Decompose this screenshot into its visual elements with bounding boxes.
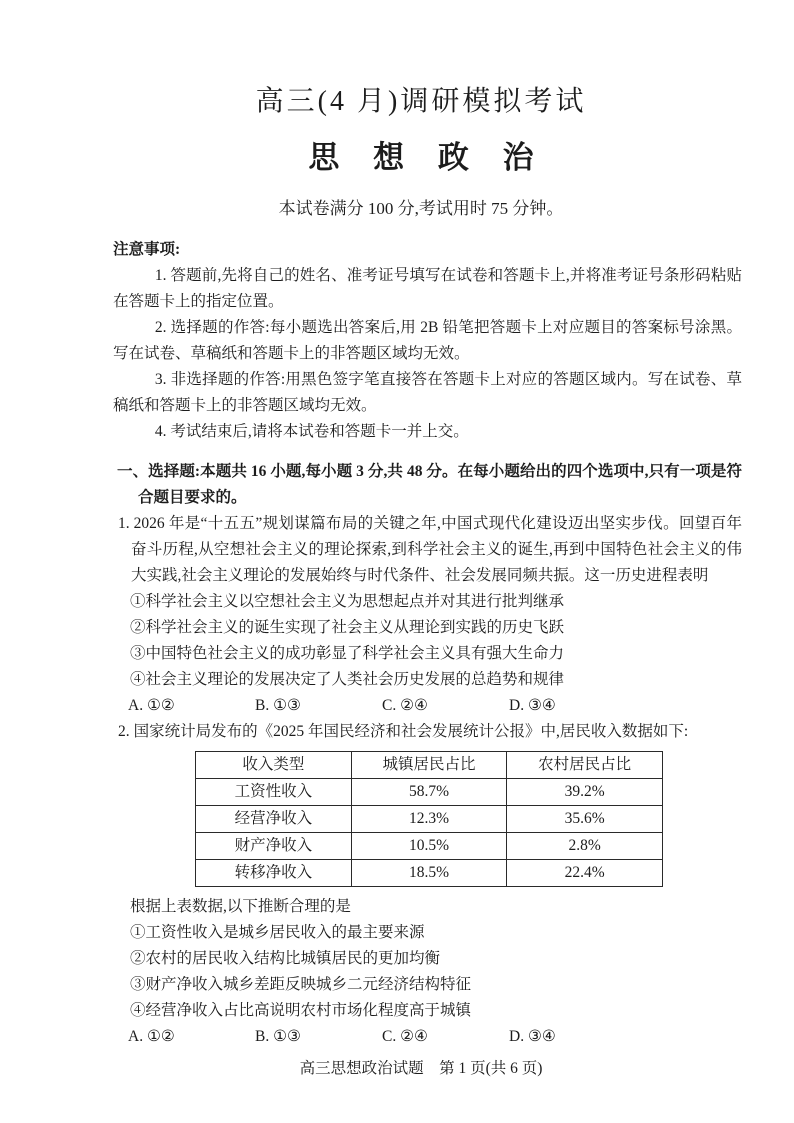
table-row <box>196 860 663 887</box>
table-header-cell: 收入类型 <box>196 752 352 779</box>
question-number: 1. <box>118 515 130 532</box>
option-statement: ③中国特色社会主义的成功彰显了科学社会主义具有强大生命力 <box>130 645 565 662</box>
option-statement: ③财产净收入城乡差距反映城乡二元经济结构特征 <box>130 976 472 993</box>
choice-c: C. ②④ <box>382 1028 428 1045</box>
table-cell: 经营净收入 <box>196 806 352 833</box>
table-header-row <box>196 752 663 779</box>
table-cell: 10.5% <box>351 833 507 860</box>
option-statement: ②科学社会主义的诞生实现了社会主义从理论到实践的历史飞跃 <box>130 619 565 636</box>
choice-b: B. ①③ <box>255 697 301 714</box>
notice-item-1: 1. 答题前,先将自己的姓名、准考证号填写在试卷和答题卡上,并将准考证号条形码粘贴在答题卡上的指定位置。 <box>113 267 742 310</box>
table-cell: 39.2% <box>507 779 663 806</box>
option-statement: ④社会主义理论的发展决定了人类社会历史发展的总趋势和规律 <box>130 671 565 688</box>
question-stem <box>118 719 742 745</box>
table-row <box>196 806 663 833</box>
notice-heading: 注意事项: <box>113 241 181 258</box>
page-footer: 高三思想政治试题 第 1 页(共 6 页) <box>299 1060 543 1077</box>
notice-item-3: 3. 非选择题的作答:用黑色签字笔直接答在答题卡上对应的答题区域内。写在试卷、草稿纸和答题卡上的非答题区域均无效。 <box>113 371 742 414</box>
income-data-table <box>195 751 663 887</box>
subject-title: 思 想 政 治 <box>308 140 547 175</box>
question-stem-text: 国家统计局发布的《2025 年国民经济和社会发展统计公报》中,居民收入数据如下: <box>133 723 689 740</box>
table-cell: 转移净收入 <box>196 860 352 887</box>
exam-info: 本试卷满分 100 分,考试用时 75 分钟。 <box>278 199 564 218</box>
option-statement: ②农村的居民收入结构比城镇居民的更加均衡 <box>130 950 441 967</box>
choice-d: D. ③④ <box>509 1028 556 1045</box>
question-number: 2. <box>118 723 130 740</box>
notice-item-4: 4. 考试结束后,请将本试卷和答题卡一并上交。 <box>154 423 469 440</box>
after-table-prompt: 根据上表数据,以下推断合理的是 <box>130 898 351 915</box>
question-stem <box>118 511 742 589</box>
answer-choices <box>128 1024 742 1050</box>
answer-choices <box>128 693 742 719</box>
choice-d: D. ③④ <box>509 697 556 714</box>
table-cell: 35.6% <box>507 806 663 833</box>
section-heading: 一、选择题:本题共 16 小题,每小题 3 分,共 48 分。在每小题给出的四个选项中,只有一项是符合题目要求的。 <box>117 463 742 506</box>
choice-c: C. ②④ <box>382 697 428 714</box>
choice-a: A. ①② <box>128 697 175 714</box>
table-cell: 财产净收入 <box>196 833 352 860</box>
choice-a: A. ①② <box>128 1028 175 1045</box>
question-stem-text: 2026 年是“十五五”规划谋篇布局的关键之年,中国式现代化建设迈出坚实步伐。回望百年奋斗历程,从空想社会主义的理论探索,到科学社会主义的诞生,再到中国特色社会主义的伟大实践,社会主义理论的发展始终与时代条件、社会发展同频共振。这一历史进程表明 <box>131 515 742 584</box>
table-header-cell: 农村居民占比 <box>507 752 663 779</box>
exam-title: 高三(4 月)调研模拟考试 <box>255 86 587 117</box>
option-statement: ④经营净收入占比高说明农村市场化程度高于城镇 <box>130 1002 472 1019</box>
table-header-cell: 城镇居民占比 <box>351 752 507 779</box>
table-cell: 12.3% <box>351 806 507 833</box>
option-statement: ①科学社会主义以空想社会主义为思想起点并对其进行批判继承 <box>130 593 565 610</box>
choice-b: B. ①③ <box>255 1028 301 1045</box>
notice-item-2: 2. 选择题的作答:每小题选出答案后,用 2B 铅笔把答题卡上对应题目的答案标号涂黑。写在试卷、草稿纸和答题卡上的非答题区域均无效。 <box>113 319 742 362</box>
option-statement: ①工资性收入是城乡居民收入的最主要来源 <box>130 924 425 941</box>
table-row <box>196 779 663 806</box>
question-1 <box>100 511 742 719</box>
question-2 <box>100 719 742 1050</box>
table-cell: 22.4% <box>507 860 663 887</box>
table-cell: 18.5% <box>351 860 507 887</box>
table-cell: 工资性收入 <box>196 779 352 806</box>
table-cell: 2.8% <box>507 833 663 860</box>
table-cell: 58.7% <box>351 779 507 806</box>
table-row <box>196 833 663 860</box>
